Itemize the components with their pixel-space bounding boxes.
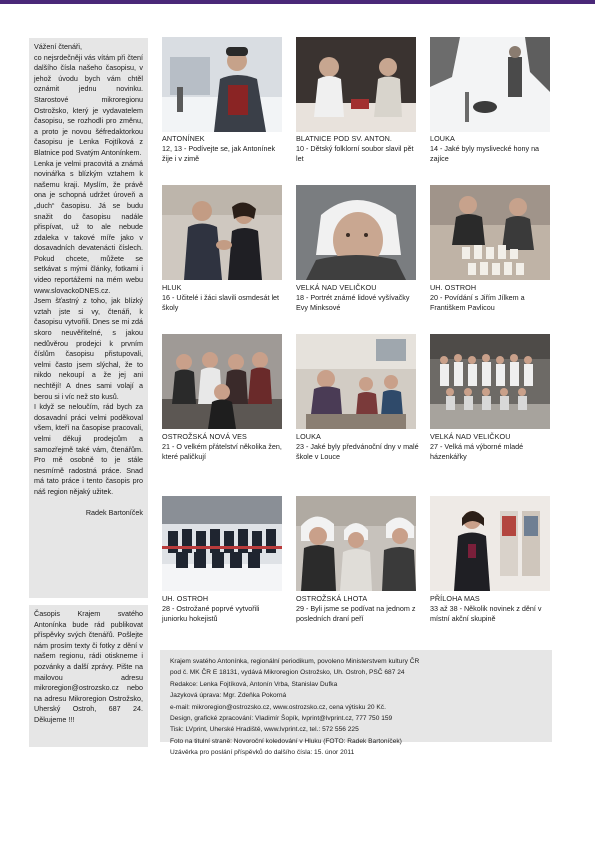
caption-hockey-team [162, 594, 286, 624]
imprint-line: e-mail: mikroregion@ostrozsko.cz, www.ostrozsko.cz, cena výtisku 20 Kč. [170, 703, 386, 711]
caption-text: 14 - Jaké byly myslivecké hony na zajíce [430, 144, 540, 163]
caption-uh-ostroh-potters [430, 283, 554, 313]
caption-priloha-mas [430, 594, 554, 624]
caption-text: 28 - Ostrožané poprvé vytvořili juniorku hokejistů [162, 604, 260, 623]
caption-text: 23 - Jaké byly předvánoční dny v malé škole v Louce [296, 442, 419, 461]
imprint-line: Foto na titulní straně: Novoroční koledování v Hluku (FOTO: Radek Bartoníček) [170, 737, 402, 745]
photo-hluk [162, 185, 282, 280]
caption-ostrozska-lhota [296, 594, 420, 624]
imprint-line: Uzávěrka pro poslání příspěvků do dalšího čísla: 15. únor 2011 [170, 749, 355, 757]
imprint-box [160, 650, 552, 757]
caption-text: 27 - Velká má výborné mladé házenkářky [430, 442, 524, 461]
editorial-paragraph: Vážení čtenáři, co nejsrdečněji vás vítám při čtení dalšího čísla našeho časopisu, v jehož úvodu bych vám chtěl oznámit jednu novinku. Starostové mikroregionu Ostrožsko, který je vydavatelem časopisu, se rozhodli pro změnu, a proto je novou šéfredaktorkou časopisu je Lenka Fojtíková z Blatnice pod Svatým Antonínkem. [34, 42, 143, 157]
caption-louka-hunters [430, 134, 554, 164]
caption-handball-team [430, 432, 554, 462]
caption-louka-school [296, 432, 420, 462]
photo-ostrozska-lhota [296, 496, 416, 591]
photo-velka-embroiderer [296, 185, 416, 280]
caption-location: OSTROŽSKÁ LHOTA [296, 594, 368, 603]
photo-priloha-mas [430, 496, 550, 591]
caption-text: 21 - O velkém přátelství několika žen, které paličkují [162, 442, 282, 461]
caption-location: PŘÍLOHA MAS [430, 594, 480, 603]
editorial-signature: Radek Bartoníček [85, 507, 143, 517]
caption-location: HLUK [162, 283, 182, 292]
imprint-line: Redakce: Lenka Fojtíková, Antonín Vrba, Stanislav Dufka [170, 680, 338, 688]
top-accent-bar [0, 0, 595, 4]
photo-louka-school [296, 334, 416, 429]
imprint-line: pod č. MK ČR E 18131, vydává Mikroregion Ostrožsko, Uh. Ostroh, PSČ 687 24 [170, 669, 405, 677]
imprint-line: Jazyková úprava: Mgr. Zdeňka Pokorná [170, 692, 287, 700]
caption-velka-embroiderer [296, 283, 420, 313]
caption-text: 10 - Dětský folklorní soubor slavil pět let [296, 144, 414, 163]
caption-text: 33 až 38 - Několik novinek z dění v místní akční skupině [430, 604, 542, 623]
caption-location: OSTROŽSKÁ NOVÁ VES [162, 432, 247, 441]
imprint-line: Tisk: LVprint, Uherské Hradiště, www.lvprint.cz, tel.: 572 556 225 [170, 726, 359, 734]
caption-location: VELKÁ NAD VELIČKOU [430, 432, 511, 441]
caption-text: 29 - Byli jsme se podívat na jednom z posledních draní peří [296, 604, 416, 623]
caption-location: LOUKA [296, 432, 321, 441]
caption-ostrozska-nova-ves [162, 432, 286, 462]
editorial-paragraph: Jsem šťastný z toho, jak blízký vztah jste si vy, čtenáři, k časopisu vytvořili. Dnes se mi zdá skoro neuvěřitelné, s jakou nedůvěrou prodejci k prvním číslům časopisu přistupovali, velmi často jsem slýchal, že to nikdo nekoupí a že jej ani nechtějí! A dnes sami volají a berou si i víc než sto kusů. [34, 296, 143, 401]
contributions-box [29, 605, 148, 747]
photo-antoninek [162, 37, 282, 132]
caption-text: 18 - Portrét známé lidové vyšívačky Evy Minksové [296, 293, 410, 312]
caption-location: LOUKA [430, 134, 455, 143]
caption-blatnice [296, 134, 420, 164]
editorial-box [29, 38, 148, 598]
caption-text: 12, 13 - Podívejte se, jak Antonínek žije i v zimě [162, 144, 276, 163]
imprint-line: Design, grafické zpracování: Vladimír Šopík, lvprint@lvprint.cz, 777 750 159 [170, 715, 393, 723]
caption-location: VELKÁ NAD VELIČKOU [296, 283, 377, 292]
photo-uh-ostroh-potters [430, 185, 550, 280]
imprint-line: Krajem svatého Antonínka, regionální periodikum, povoleno Ministerstvem kultury ČR [170, 658, 420, 665]
photo-ostrozska-nova-ves [162, 334, 282, 429]
photo-hockey-team [162, 496, 282, 591]
caption-location: UH. OSTROH [430, 283, 477, 292]
caption-location: UH. OSTROH [162, 594, 209, 603]
caption-location: BLATNICE POD SV. ANTON. [296, 134, 393, 143]
photo-louka-hunters [430, 37, 550, 132]
caption-antoninek [162, 134, 286, 164]
caption-hluk [162, 283, 286, 313]
photo-handball-team [430, 334, 550, 429]
editorial-paragraph: I když se neloučím, rád bych za dosavadní práci velmi poděkoval všem, kteří na časopise pracovali, velmi děkuji prodejcům a samozřejmě také vám, čtenářům. Pro mě osobně to je stále nesmírně radostná práce. Snad má tato práce i tento časopis pro náš region nějaký užitek. [34, 402, 143, 496]
caption-text: 20 - Povídání s Jiřím Jílkem a Františkem Pavlicou [430, 293, 525, 312]
editorial-paragraph: Lenka je velmi pracovitá a známá novinářka s blízkým vztahem k našemu kraji. Myslím, že právě ona je schopná udržet úroveň a „duch“ časopisu. Já se budu snažit do časopisu nadále přispívat, už to ale nebude zdaleka v takové míře jako v dosavadních devatenácti číslech. Pokud chcete, můžete se setkávat s mými články, fotkami i video reportážemi na mém webu www.slovackoDNES.cz. [34, 158, 143, 295]
photo-blatnice [296, 37, 416, 132]
caption-text: 16 - Učitelé i žáci slavili osmdesát let školy [162, 293, 280, 312]
contributions-text: Časopis Krajem svatého Antonínka bude rád publikovat příspěvky svých čtenářů. Pošlejte nám prosím texty či fotky z dění v našem regionu, rádi otiskneme i pozvánky a další zprávy. Pište na mailovou adresu mikroregion@ostrozsko.cz nebo na adresu Mikroregion Ostrožsko, Uherský Ostroh, 687 24. Děkujeme !!! [34, 609, 143, 724]
caption-location: ANTONÍNEK [162, 134, 205, 143]
